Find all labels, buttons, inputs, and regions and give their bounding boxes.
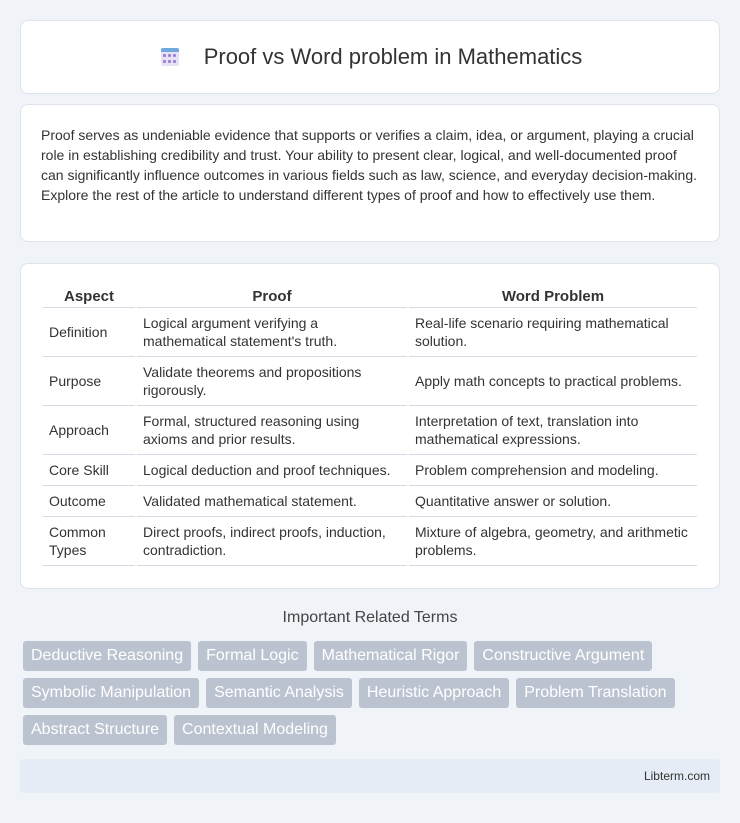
page-title: Proof vs Word problem in Mathematics	[203, 44, 583, 69]
header-aspect: Aspect	[43, 284, 135, 308]
related-terms-title: Important Related Terms	[282, 609, 458, 626]
cell-aspect: Common Types	[43, 517, 135, 566]
header-word-problem: Word Problem	[409, 284, 697, 308]
cell-proof: Direct proofs, indirect proofs, induction, contradiction.	[137, 517, 407, 566]
term-tag[interactable]: Formal Logic	[198, 641, 306, 671]
cell-aspect: Purpose	[43, 357, 135, 406]
cell-proof: Formal, structured reasoning using axioms and prior results.	[137, 406, 407, 455]
cell-aspect: Core Skill	[43, 455, 135, 486]
footer-site-link[interactable]: Libterm.com	[643, 769, 710, 783]
cell-proof: Validate theorems and propositions rigorously.	[137, 357, 407, 406]
related-terms-list	[23, 641, 723, 745]
calendar-grid-icon	[158, 45, 182, 69]
cell-word-problem: Mixture of algebra, geometry, and arithmetic problems.	[409, 517, 697, 566]
header-card	[20, 20, 720, 94]
table-row	[43, 517, 697, 566]
cell-word-problem: Quantitative answer or solution.	[409, 486, 697, 517]
comparison-table	[41, 284, 699, 566]
term-tag[interactable]: Constructive Argument	[474, 641, 652, 671]
cell-aspect: Outcome	[43, 486, 135, 517]
header-proof: Proof	[137, 284, 407, 308]
table-header-row	[43, 284, 697, 308]
cell-word-problem: Interpretation of text, translation into mathematical expressions.	[409, 406, 697, 455]
term-tag[interactable]: Problem Translation	[516, 678, 674, 708]
cell-word-problem: Apply math concepts to practical problems.	[409, 357, 697, 406]
comparison-table-card	[20, 263, 720, 589]
cell-aspect: Approach	[43, 406, 135, 455]
term-tag[interactable]: Mathematical Rigor	[314, 641, 468, 671]
term-tag[interactable]: Semantic Analysis	[206, 678, 352, 708]
cell-word-problem: Problem comprehension and modeling.	[409, 455, 697, 486]
table-row	[43, 406, 697, 455]
term-tag[interactable]: Symbolic Manipulation	[23, 678, 199, 708]
cell-word-problem: Real-life scenario requiring mathematical solution.	[409, 308, 697, 357]
cell-proof: Logical deduction and proof techniques.	[137, 455, 407, 486]
table-row	[43, 455, 697, 486]
table-row	[43, 486, 697, 517]
term-tag[interactable]: Contextual Modeling	[174, 715, 336, 745]
term-tag[interactable]: Abstract Structure	[23, 715, 167, 745]
table-row	[43, 357, 697, 406]
table-row	[43, 308, 697, 357]
term-tag[interactable]: Heuristic Approach	[359, 678, 509, 708]
footer	[20, 759, 720, 793]
cell-proof: Logical argument verifying a mathematical statement's truth.	[137, 308, 407, 357]
intro-text: Proof serves as undeniable evidence that supports or verifies a claim, idea, or argument, playing a crucial role in establishing credibility and trust. Your ability to present clear, logical, and well-documented proof can significantly influence outcomes in various fields such as law, science, and everyday decision-making. Explore the rest of the article to understand different types of proof and how to effectively use them.	[41, 127, 698, 203]
intro-card	[20, 104, 720, 242]
term-tag[interactable]: Deductive Reasoning	[23, 641, 191, 671]
cell-aspect: Definition	[43, 308, 135, 357]
cell-proof: Validated mathematical statement.	[137, 486, 407, 517]
